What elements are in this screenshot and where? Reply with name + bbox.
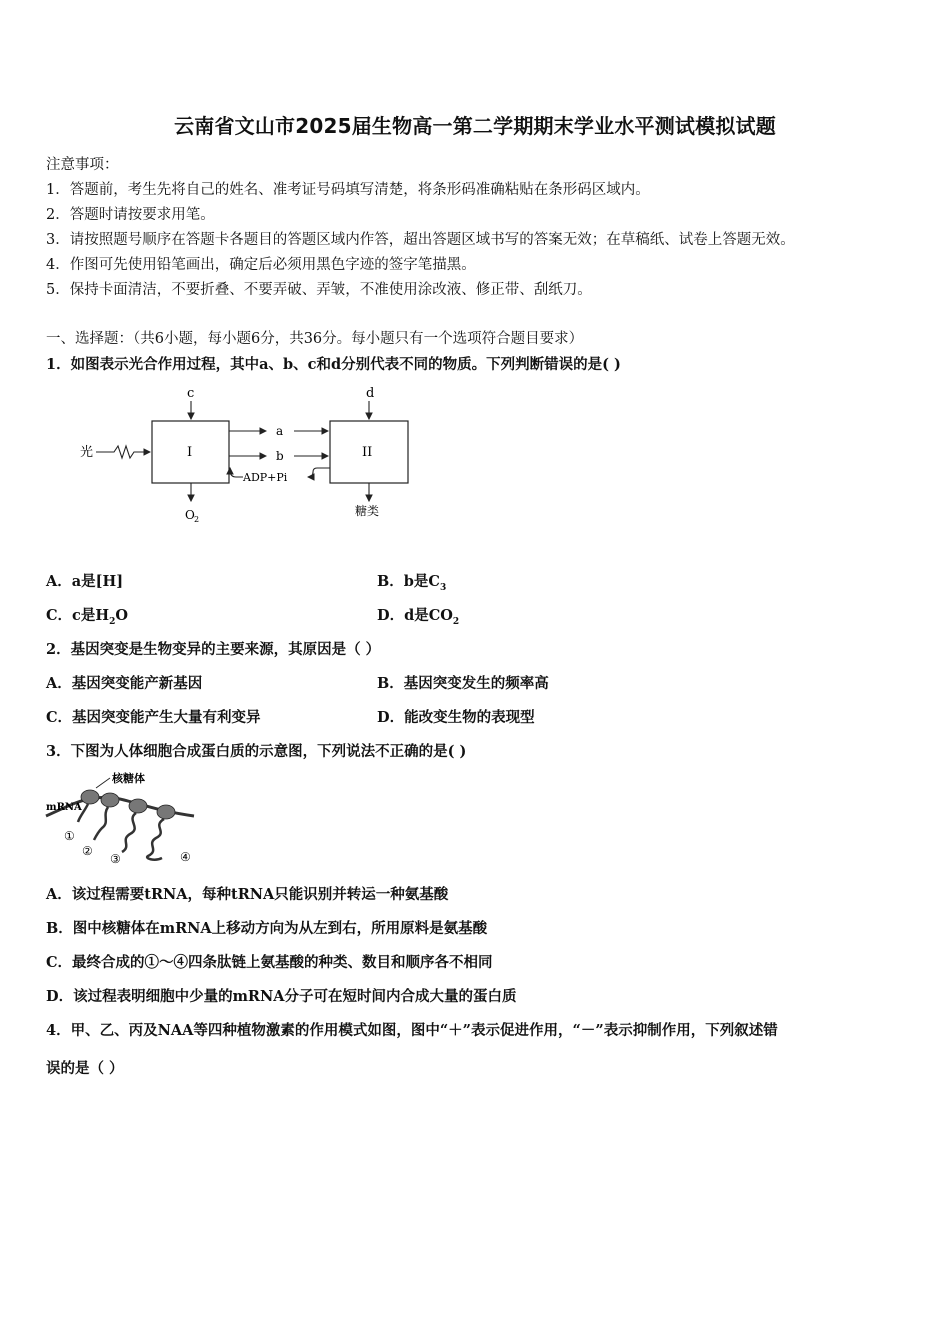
ribosome-1 (81, 790, 99, 804)
o2-subscript: 2 (194, 515, 200, 524)
ribosome-3 (129, 799, 147, 813)
peptide-3 (122, 813, 136, 852)
chain-number-2: ② (82, 844, 93, 858)
c-label: c (187, 386, 195, 401)
q1-option-a[interactable]: A．a是[H] (46, 573, 124, 590)
mrna-label: mRNA (46, 802, 82, 813)
box1-label: I (187, 445, 193, 460)
q4-stem-line2: 误的是（ ） (46, 1060, 124, 1077)
box2-label: II (362, 445, 373, 460)
ribosome-4 (157, 805, 175, 819)
notice-item-4: 4．作图可先使用铅笔画出，确定后必须用黑色字迹的签字笔描黑。 (46, 257, 476, 273)
photosynthesis-diagram (70, 380, 430, 525)
peptide-4 (147, 819, 164, 860)
q3-stem: 3．下图为人体细胞合成蛋白质的示意图，下列说法不正确的是( ) (46, 743, 467, 760)
chain-number-3: ③ (110, 852, 121, 866)
section-heading: 一、选择题：（共6小题，每小题6分，共36分。每小题只有一个选项符合题目要求） (46, 331, 584, 347)
q1-option-d[interactable]: D．d是$CO_2$ (377, 607, 460, 627)
ribosome-diagram (44, 770, 204, 868)
q3-option-b[interactable]: B．图中核糖体在mRNA上移动方向为从左到右，所用原料是氨基酸 (46, 920, 488, 937)
notice-item-5: 5．保持卡面清洁，不要折叠、不要弄破、弄皱，不准使用涂改液、修正带、刮纸刀。 (46, 282, 592, 298)
o2-label: O (185, 508, 195, 522)
sugar-label: 糖类 (355, 504, 380, 518)
q3-option-a[interactable]: A．该过程需要tRNA，每种tRNA只能识别并转运一种氨基酸 (46, 886, 449, 903)
light-label: 光 (80, 445, 94, 460)
q4-stem-line1: 4．甲、乙、丙及NAA等四种植物激素的作用模式如图，图中“＋”表示促进作用，“－”表示抑制作用，下列叙述错 (46, 1022, 778, 1039)
ribosome-label: 核糖体 (112, 772, 145, 785)
q2-option-c[interactable]: C．基因突变能产生大量有利变异 (46, 709, 261, 726)
b-label: b (276, 449, 284, 463)
q3-option-d[interactable]: D．该过程表明细胞中少量的mRNA分子可在短时间内合成大量的蛋白质 (46, 988, 517, 1005)
ribosome-2 (101, 793, 119, 807)
q2-option-d[interactable]: D．能改变生物的表现型 (377, 709, 535, 726)
notice-item-3: 3．请按照题号顺序在答题卡各题目的答题区域内作答，超出答题区域书写的答案无效；在草稿纸、试卷上答题无效。 (46, 232, 795, 248)
page-title: 云南省文山市2025届生物高一第二学期期末学业水平测试模拟试题 (174, 114, 776, 138)
chain-number-4: ④ (180, 850, 191, 864)
q1-option-b[interactable]: B．b是$C_3$ (377, 573, 447, 593)
d-label: d (366, 386, 375, 401)
peptide-2 (94, 807, 108, 840)
notice-heading: 注意事项： (46, 157, 119, 173)
adp-label: ADP+Pi (243, 471, 288, 484)
q2-option-b[interactable]: B．基因突变发生的频率高 (377, 675, 549, 692)
adp-return-arrow (308, 468, 330, 477)
light-arrow (96, 446, 150, 458)
ribosome-pointer (96, 778, 110, 788)
q2-option-a[interactable]: A．基因突变能产新基因 (46, 675, 203, 692)
q1-stem: 1．如图表示光合作用过程，其中a、b、c和d分别代表不同的物质。下列判断错误的是( ) (46, 356, 621, 373)
a-label: a (276, 424, 284, 438)
q2-stem: 2．基因突变是生物变异的主要来源，其原因是（ ） (46, 641, 381, 658)
adp-to-box1-arrow (230, 468, 243, 477)
q3-option-c[interactable]: C．最终合成的①～④四条肽链上氨基酸的种类、数目和顺序各不相同 (46, 954, 493, 971)
notice-item-1: 1．答题前，考生先将自己的姓名、准考证号码填写清楚，将条形码准确粘贴在条形码区域内。 (46, 182, 650, 198)
chain-number-1: ① (64, 829, 75, 843)
q1-option-c[interactable]: C．c是$H_2O$ (46, 607, 128, 627)
notice-item-2: 2．答题时请按要求用笔。 (46, 207, 215, 223)
